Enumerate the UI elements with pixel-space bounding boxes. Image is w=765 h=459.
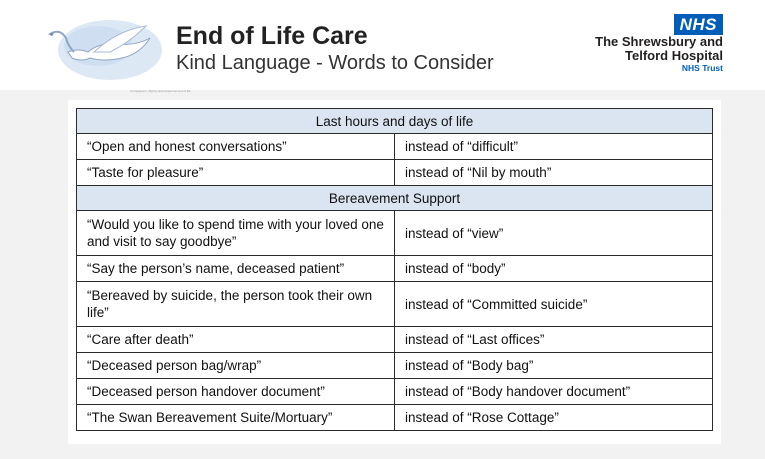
nhs-trust-logo [595, 14, 723, 73]
kind-language-table [76, 108, 713, 431]
avoid-phrase: instead of “Nil by mouth” [395, 160, 713, 186]
preferred-phrase: “Would you like to spend time with your loved one and visit to say goodbye” [77, 211, 395, 256]
page-title: End of Life Care [176, 22, 368, 50]
preferred-phrase: “Deceased person handover document” [77, 379, 395, 405]
table-row [77, 134, 713, 160]
preferred-phrase: “Bereaved by suicide, the person took their own life” [77, 282, 395, 327]
preferred-phrase: “Open and honest conversations” [77, 134, 395, 160]
org-name-line2: Telford Hospital [625, 48, 723, 63]
nhs-badge: NHS [674, 14, 723, 35]
nhs-trust-label: NHS Trust [681, 63, 723, 73]
avoid-phrase: instead of “Rose Cottage” [395, 405, 713, 431]
avoid-phrase: instead of “body” [395, 256, 713, 282]
table-row [77, 211, 713, 256]
preferred-phrase: “The Swan Bereavement Suite/Mortuary” [77, 405, 395, 431]
page-header [0, 0, 765, 93]
page-subtitle: Kind Language - Words to Consider [176, 52, 494, 74]
preferred-phrase: “Say the person’s name, deceased patient” [77, 256, 395, 282]
preferred-phrase: “Deceased person bag/wrap” [77, 353, 395, 379]
avoid-phrase: instead of “Last offices” [395, 327, 713, 353]
avoid-phrase: instead of “view” [395, 211, 713, 256]
swan-icon [38, 8, 168, 88]
table-row [77, 256, 713, 282]
swan-logo [38, 8, 191, 93]
preferred-phrase: “Taste for pleasure” [77, 160, 395, 186]
avoid-phrase: instead of “difficult” [395, 134, 713, 160]
avoid-phrase: instead of “Committed suicide” [395, 282, 713, 327]
table-row [77, 327, 713, 353]
section-heading: Last hours and days of life [77, 109, 713, 134]
table-row [77, 379, 713, 405]
org-name-line1: The Shrewsbury and [595, 34, 723, 49]
logo-caption: Compassion, dignity and respect at end of life [130, 89, 191, 93]
preferred-phrase: “Care after death” [77, 327, 395, 353]
avoid-phrase: instead of “Body bag” [395, 353, 713, 379]
table-row [77, 282, 713, 327]
words-card [68, 100, 721, 444]
section-heading: Bereavement Support [77, 186, 713, 211]
section-heading-row [77, 186, 713, 211]
table-row [77, 405, 713, 431]
table-row [77, 353, 713, 379]
table-row [77, 160, 713, 186]
section-heading-row [77, 109, 713, 134]
avoid-phrase: instead of “Body handover document” [395, 379, 713, 405]
